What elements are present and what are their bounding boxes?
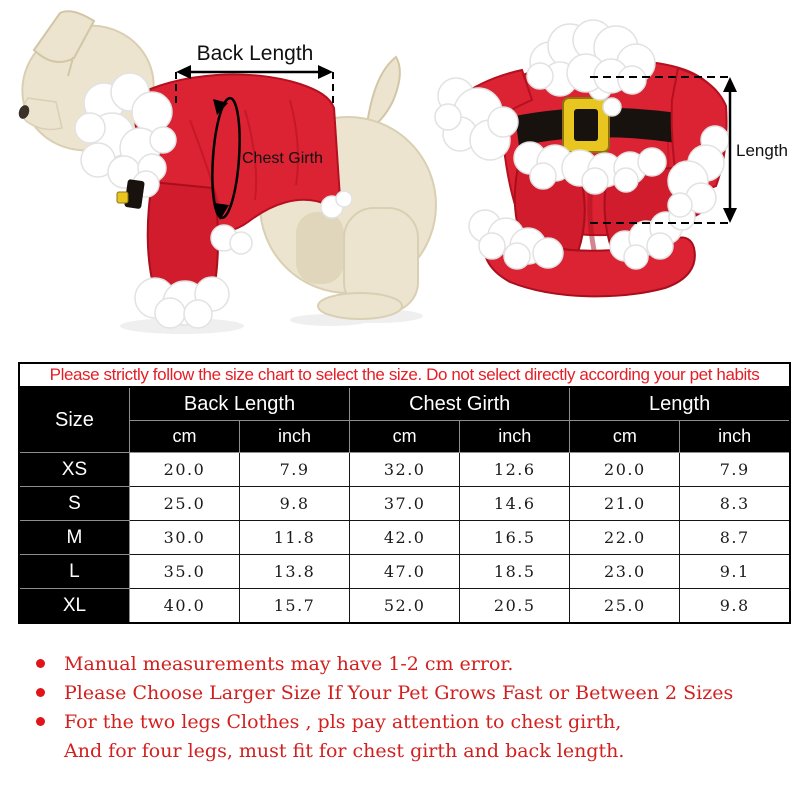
size-cell: 9.8	[240, 487, 350, 521]
chest-girth-label: Chest Girth	[242, 150, 323, 167]
size-cell: 21.0	[570, 487, 680, 521]
costume-front-photo	[430, 0, 800, 345]
size-cell: 37.0	[350, 487, 460, 521]
size-cell: 52.0	[350, 589, 460, 624]
size-cell: 22.0	[570, 521, 680, 555]
size-column-header: Size	[19, 387, 129, 453]
size-label: M	[19, 521, 129, 555]
size-cell: 25.0	[129, 487, 239, 521]
col-group-length: Length	[570, 387, 790, 421]
size-label: S	[19, 487, 129, 521]
size-cell: 9.1	[680, 555, 790, 589]
note-text: And for four legs, must fit for chest girth and back length.	[64, 739, 625, 762]
size-cell: 47.0	[350, 555, 460, 589]
note-item-continuation	[36, 736, 733, 765]
size-cell: 25.0	[570, 589, 680, 624]
unit-header: cm	[350, 421, 460, 453]
size-cell: 7.9	[240, 453, 350, 487]
size-cell: 14.6	[460, 487, 570, 521]
note-item	[36, 649, 733, 678]
bullet-icon	[36, 717, 45, 726]
size-label: XL	[19, 589, 129, 624]
size-cell: 9.8	[680, 589, 790, 624]
size-cell: 23.0	[570, 555, 680, 589]
notes-list	[36, 649, 733, 765]
size-cell: 11.8	[240, 521, 350, 555]
col-group-chest-girth: Chest Girth	[350, 387, 570, 421]
size-cell: 16.5	[460, 521, 570, 555]
size-row-xl	[19, 589, 790, 624]
unit-header: inch	[460, 421, 570, 453]
size-chart-table	[18, 362, 791, 624]
size-label: L	[19, 555, 129, 589]
size-cell: 20.5	[460, 589, 570, 624]
unit-header: inch	[240, 421, 350, 453]
size-chart-warning: Please strictly follow the size chart to select the size. Do not select directly according your pet habits	[19, 363, 790, 387]
warning-row	[19, 363, 790, 387]
size-cell: 30.0	[129, 521, 239, 555]
size-cell: 35.0	[129, 555, 239, 589]
size-label: XS	[19, 453, 129, 487]
back-length-label: Back Length	[196, 42, 314, 65]
size-cell: 20.0	[129, 453, 239, 487]
size-cell: 42.0	[350, 521, 460, 555]
group-header-row	[19, 387, 790, 421]
col-group-back-length: Back Length	[129, 387, 349, 421]
size-cell: 32.0	[350, 453, 460, 487]
size-row-l	[19, 555, 790, 589]
unit-header: inch	[680, 421, 790, 453]
size-cell: 12.6	[460, 453, 570, 487]
size-cell: 8.7	[680, 521, 790, 555]
note-text: Manual measurements may have 1-2 cm error.	[64, 652, 514, 675]
note-text: For the two legs Clothes , pls pay attention to chest girth,	[64, 710, 622, 733]
note-item	[36, 707, 733, 736]
size-cell: 8.3	[680, 487, 790, 521]
bullet-icon	[36, 688, 45, 697]
size-row-s	[19, 487, 790, 521]
bullet-icon	[36, 659, 45, 668]
size-cell: 13.8	[240, 555, 350, 589]
unit-header: cm	[570, 421, 680, 453]
size-cell: 40.0	[129, 589, 239, 624]
size-cell: 15.7	[240, 589, 350, 624]
length-label: Length	[736, 141, 788, 160]
note-text: Please Choose Larger Size If Your Pet Grows Fast or Between 2 Sizes	[64, 681, 734, 704]
size-row-m	[19, 521, 790, 555]
size-cell: 20.0	[570, 453, 680, 487]
unit-header-row	[19, 421, 790, 453]
note-item	[36, 678, 733, 707]
product-photos	[0, 0, 800, 356]
size-cell: 7.9	[680, 453, 790, 487]
size-cell: 18.5	[460, 555, 570, 589]
size-row-xs	[19, 453, 790, 487]
unit-header: cm	[129, 421, 239, 453]
